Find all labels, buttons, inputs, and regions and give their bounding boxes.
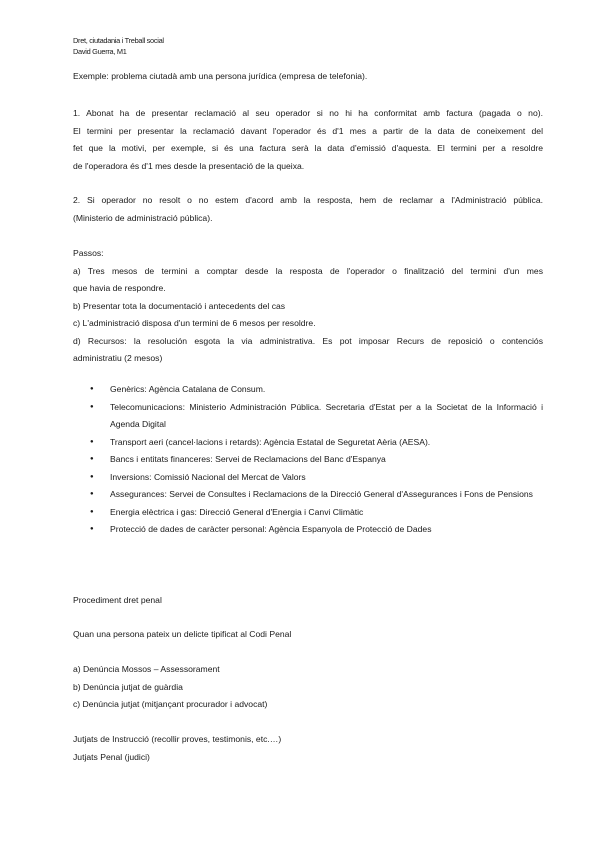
- court-item: Jutjats de Instrucció (recollir proves, testimonis, etc.…): [73, 734, 282, 744]
- step-a-line: a) Tres mesos de termini a comptar desde la resposta de l'operador o finalització del termini d'un mes: [73, 265, 543, 276]
- step-a-line: que havia de respondre.: [73, 283, 166, 293]
- bullet-item: ● Protecció de dades de caràcter personal: Agència Espanyola de Protecció de Dades: [73, 521, 543, 539]
- courts-list: [73, 731, 543, 766]
- penal-intro-block: [73, 626, 543, 644]
- intro-paragraph: [73, 68, 543, 86]
- penal-item: c) Denúncia jutjat (mitjançant procurador i advocat): [73, 699, 268, 709]
- point-1-line: fet que la motivi, per exemple, si és una factura serà la data d'emissió d'aquesta. El termini per a resoldre: [73, 143, 543, 153]
- point-1-line: de l'operadora és d'1 mes desde la presentació de la queixa.: [73, 160, 305, 171]
- point-1-line: El termini per presentar la reclamació davant l'operador és d'1 mes a partir de la data de coneixement del: [73, 125, 543, 136]
- step-d-line: administratiu (2 mesos): [73, 353, 163, 363]
- author-name: David Guerra, M1: [73, 46, 127, 56]
- penal-title: Procediment dret penal: [73, 595, 162, 605]
- document-header: [73, 36, 164, 57]
- point-2-line: 2. Si operador no resolt o no estem d'acord amb la resposta, hem de reclamar a l'Administració pública.: [73, 195, 543, 205]
- bullet-item: ● Genèrics: Agència Catalana de Consum.: [73, 381, 543, 399]
- point-1-paragraph: [73, 105, 543, 175]
- court-item: Jutjats Penal (judici): [73, 751, 150, 762]
- bullet-item: ● Inversions: Comissió Nacional del Mercat de Valors: [73, 469, 543, 487]
- step-c: c) L'administració disposa d'un termini de 6 mesos per resoldre.: [73, 318, 316, 328]
- penal-item: a) Denúncia Mossos – Assessorament: [73, 664, 220, 674]
- intro-text: Exemple: problema ciutadà amb una persona jurídica (empresa de telefonia).: [73, 71, 368, 81]
- penal-items: [73, 661, 543, 714]
- penal-intro: Quan una persona pateix un delicte tipificat al Codi Penal: [73, 629, 292, 639]
- bullet-item: ● Bancs i entitats financeres: Servei de Reclamacions del Banc d'Espanya: [73, 451, 543, 469]
- course-title: Dret, ciutadania i Treball social: [73, 36, 164, 45]
- steps-title: Passos:: [73, 248, 104, 258]
- step-b: b) Presentar tota la documentació i antecedents del cas: [73, 300, 286, 311]
- penal-item: b) Denúncia jutjat de guàrdia: [73, 681, 183, 692]
- point-1-line: 1. Abonat ha de presentar reclamació al seu operador si no hi ha conformitat amb factura (pagada o no).: [73, 108, 543, 118]
- bullet-list: [73, 381, 543, 539]
- step-d-line: d) Recursos: la resolución esgota la via administrativa. Es pot imposar Recurs de reposició o contenciós: [73, 335, 543, 346]
- bullet-item: ● Energia elèctrica i gas: Direcció General d'Energia i Canvi Climàtic: [73, 504, 543, 522]
- steps-section: [73, 245, 543, 368]
- point-2-paragraph: [73, 192, 543, 227]
- penal-title-block: [73, 592, 543, 610]
- point-2-line: (Ministerio de administració pública).: [73, 212, 213, 223]
- bullet-item: ● Transport aeri (cancel·lacions i retards): Agència Estatal de Seguretat Aèria (AESA).: [73, 434, 543, 452]
- bullet-item: ● Assegurances: Servei de Consultes i Reclamacions de la Direcció General d'Assegurances i Fons de Pensions: [73, 486, 543, 504]
- bullet-item: ● Telecomunicacions: Ministerio Administración Pública. Secretaria d'Estat per a la Societat de la Informació i Agenda Digital: [73, 399, 543, 434]
